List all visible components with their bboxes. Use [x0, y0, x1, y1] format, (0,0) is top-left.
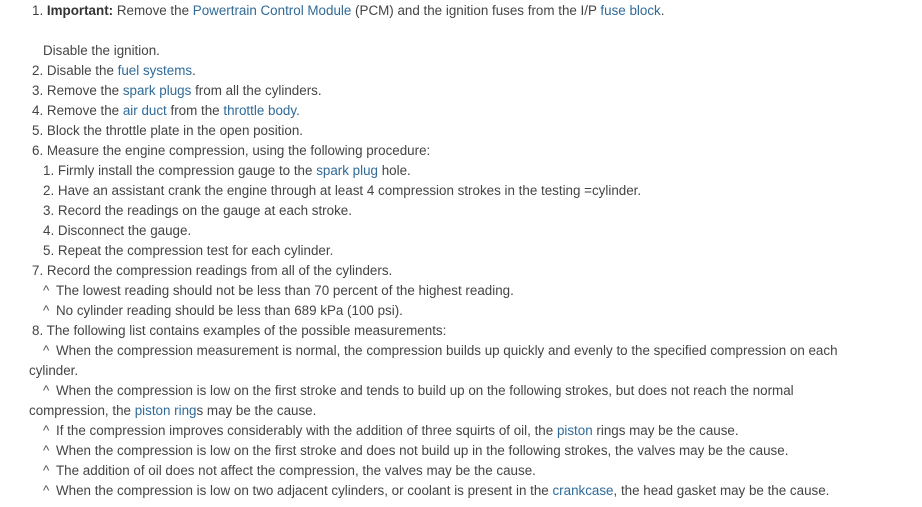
bullet-text: The lowest reading should not be less than 70 percent of the highest reading. [56, 283, 514, 298]
bullet-text: s may be the cause. [196, 403, 317, 418]
bullet-text: rings may be the cause. [596, 423, 739, 438]
step-text: from all the cylinders. [195, 83, 322, 98]
spark-plug-link[interactable]: spark plug [316, 163, 378, 178]
piston-link[interactable]: piston [556, 423, 593, 438]
step-8-bullet-2-wrap [29, 401, 316, 421]
step-8-bullet-6 [43, 481, 829, 501]
step-text: Disable the [46, 63, 114, 78]
step-8-bullet-1-wrap: cylinder. [29, 363, 79, 378]
step-text: Measure the engine compression, using the following procedure: [46, 143, 431, 158]
substep-number: 2. [43, 183, 55, 198]
step-number: 4. [32, 103, 44, 118]
step-text: Block the throttle plate in the open position. [46, 123, 303, 138]
substep-number: 3. [43, 203, 55, 218]
caret-bullet-icon: ^ [43, 283, 50, 298]
step-8-bullet-4 [43, 441, 788, 461]
step-7-bullet-1 [43, 281, 514, 301]
step-7 [32, 261, 392, 281]
bullet-text: When the compression measurement is normal, the compression builds up quickly and evenly to the specified compression on each [56, 343, 838, 358]
step-8 [32, 321, 446, 341]
fuel-systems-link[interactable]: fuel systems [117, 63, 193, 78]
step-number: 3. [32, 83, 44, 98]
bullet-text: No cylinder reading should be less than 689 kPa (100 psi). [56, 303, 403, 318]
substep-number: 1. [43, 163, 55, 178]
step-2 [32, 61, 196, 81]
substep-text: Firmly install the compression gauge to the [57, 163, 313, 178]
step-1 [32, 1, 664, 21]
step-text: Remove the [116, 3, 190, 18]
step-8-bullet-1 [43, 341, 838, 361]
caret-bullet-icon: ^ [43, 303, 50, 318]
step-7-bullet-2 [43, 301, 403, 321]
caret-bullet-icon: ^ [43, 463, 50, 478]
substep-text: Repeat the compression test for each cylinder. [57, 243, 334, 258]
step-8-bullet-2 [43, 381, 794, 401]
bullet-text: , the head gasket may be the cause. [613, 483, 830, 498]
important-label: Important: [46, 3, 114, 18]
substep-number: 5. [43, 243, 55, 258]
step-text: Remove the [46, 103, 120, 118]
step-6-sub-1 [43, 161, 411, 181]
step-6-sub-5 [43, 241, 333, 261]
substep-text: hole. [381, 163, 411, 178]
step-number: 7. [32, 263, 44, 278]
substep-number: 4. [43, 223, 55, 238]
step-text: Record the compression readings from all of the cylinders. [46, 263, 393, 278]
substep-text: Disconnect the gauge. [57, 223, 192, 238]
step-number: 5. [32, 123, 44, 138]
bullet-text: If the compression improves considerably with the addition of three squirts of oil, the [56, 423, 554, 438]
piston-ring-link[interactable]: piston ring [134, 403, 197, 418]
bullet-text: When the compression is low on two adjacent cylinders, or coolant is present in the [56, 483, 549, 498]
substep-text: Have an assistant crank the engine through at least 4 compression strokes in the testing =cylinder. [57, 183, 642, 198]
step-6-sub-2 [43, 181, 641, 201]
bullet-text: The addition of oil does not affect the compression, the valves may be the cause. [56, 463, 536, 478]
step-number: 1. [32, 3, 44, 18]
step-number: 2. [32, 63, 44, 78]
step-text: from the [170, 103, 220, 118]
step-8-bullet-5 [43, 461, 536, 481]
step-text: Remove the [46, 83, 120, 98]
caret-bullet-icon: ^ [43, 343, 50, 358]
spark-plugs-link[interactable]: spark plugs [122, 83, 192, 98]
step-4 [32, 101, 300, 121]
step-text: (PCM) and the ignition fuses from the I/P [355, 3, 597, 18]
step-text: . [660, 3, 665, 18]
bullet-text: When the compression is low on the first stroke and does not build up in the following strokes, the valves may be the cause. [56, 443, 789, 458]
step-number: 8. [32, 323, 44, 338]
step-text: The following list contains examples of the possible measurements: [46, 323, 447, 338]
substep-text: Record the readings on the gauge at each stroke. [57, 203, 352, 218]
crankcase-link[interactable]: crankcase [552, 483, 614, 498]
caret-bullet-icon: ^ [43, 483, 50, 498]
step-6-sub-4 [43, 221, 191, 241]
step-8-bullet-3 [43, 421, 739, 441]
step-text: . [192, 63, 196, 78]
bullet-text: compression, the [29, 403, 131, 418]
step-6 [32, 141, 430, 161]
step-6-sub-3 [43, 201, 352, 221]
step-1-subtext: Disable the ignition. [43, 43, 160, 58]
step-3 [32, 81, 322, 101]
throttle-body-link[interactable]: throttle body [223, 103, 297, 118]
fuse-block-link[interactable]: fuse block [600, 3, 661, 18]
caret-bullet-icon: ^ [43, 383, 50, 398]
step-5 [32, 121, 303, 141]
caret-bullet-icon: ^ [43, 423, 50, 438]
bullet-text: When the compression is low on the first stroke and tends to build up on the following strokes, but does not reach the normal [56, 383, 794, 398]
caret-bullet-icon: ^ [43, 443, 50, 458]
air-duct-link[interactable]: air duct [122, 103, 167, 118]
throttle-body-period: . [296, 103, 300, 118]
pcm-link[interactable]: Powertrain Control Module [192, 3, 352, 18]
step-number: 6. [32, 143, 44, 158]
